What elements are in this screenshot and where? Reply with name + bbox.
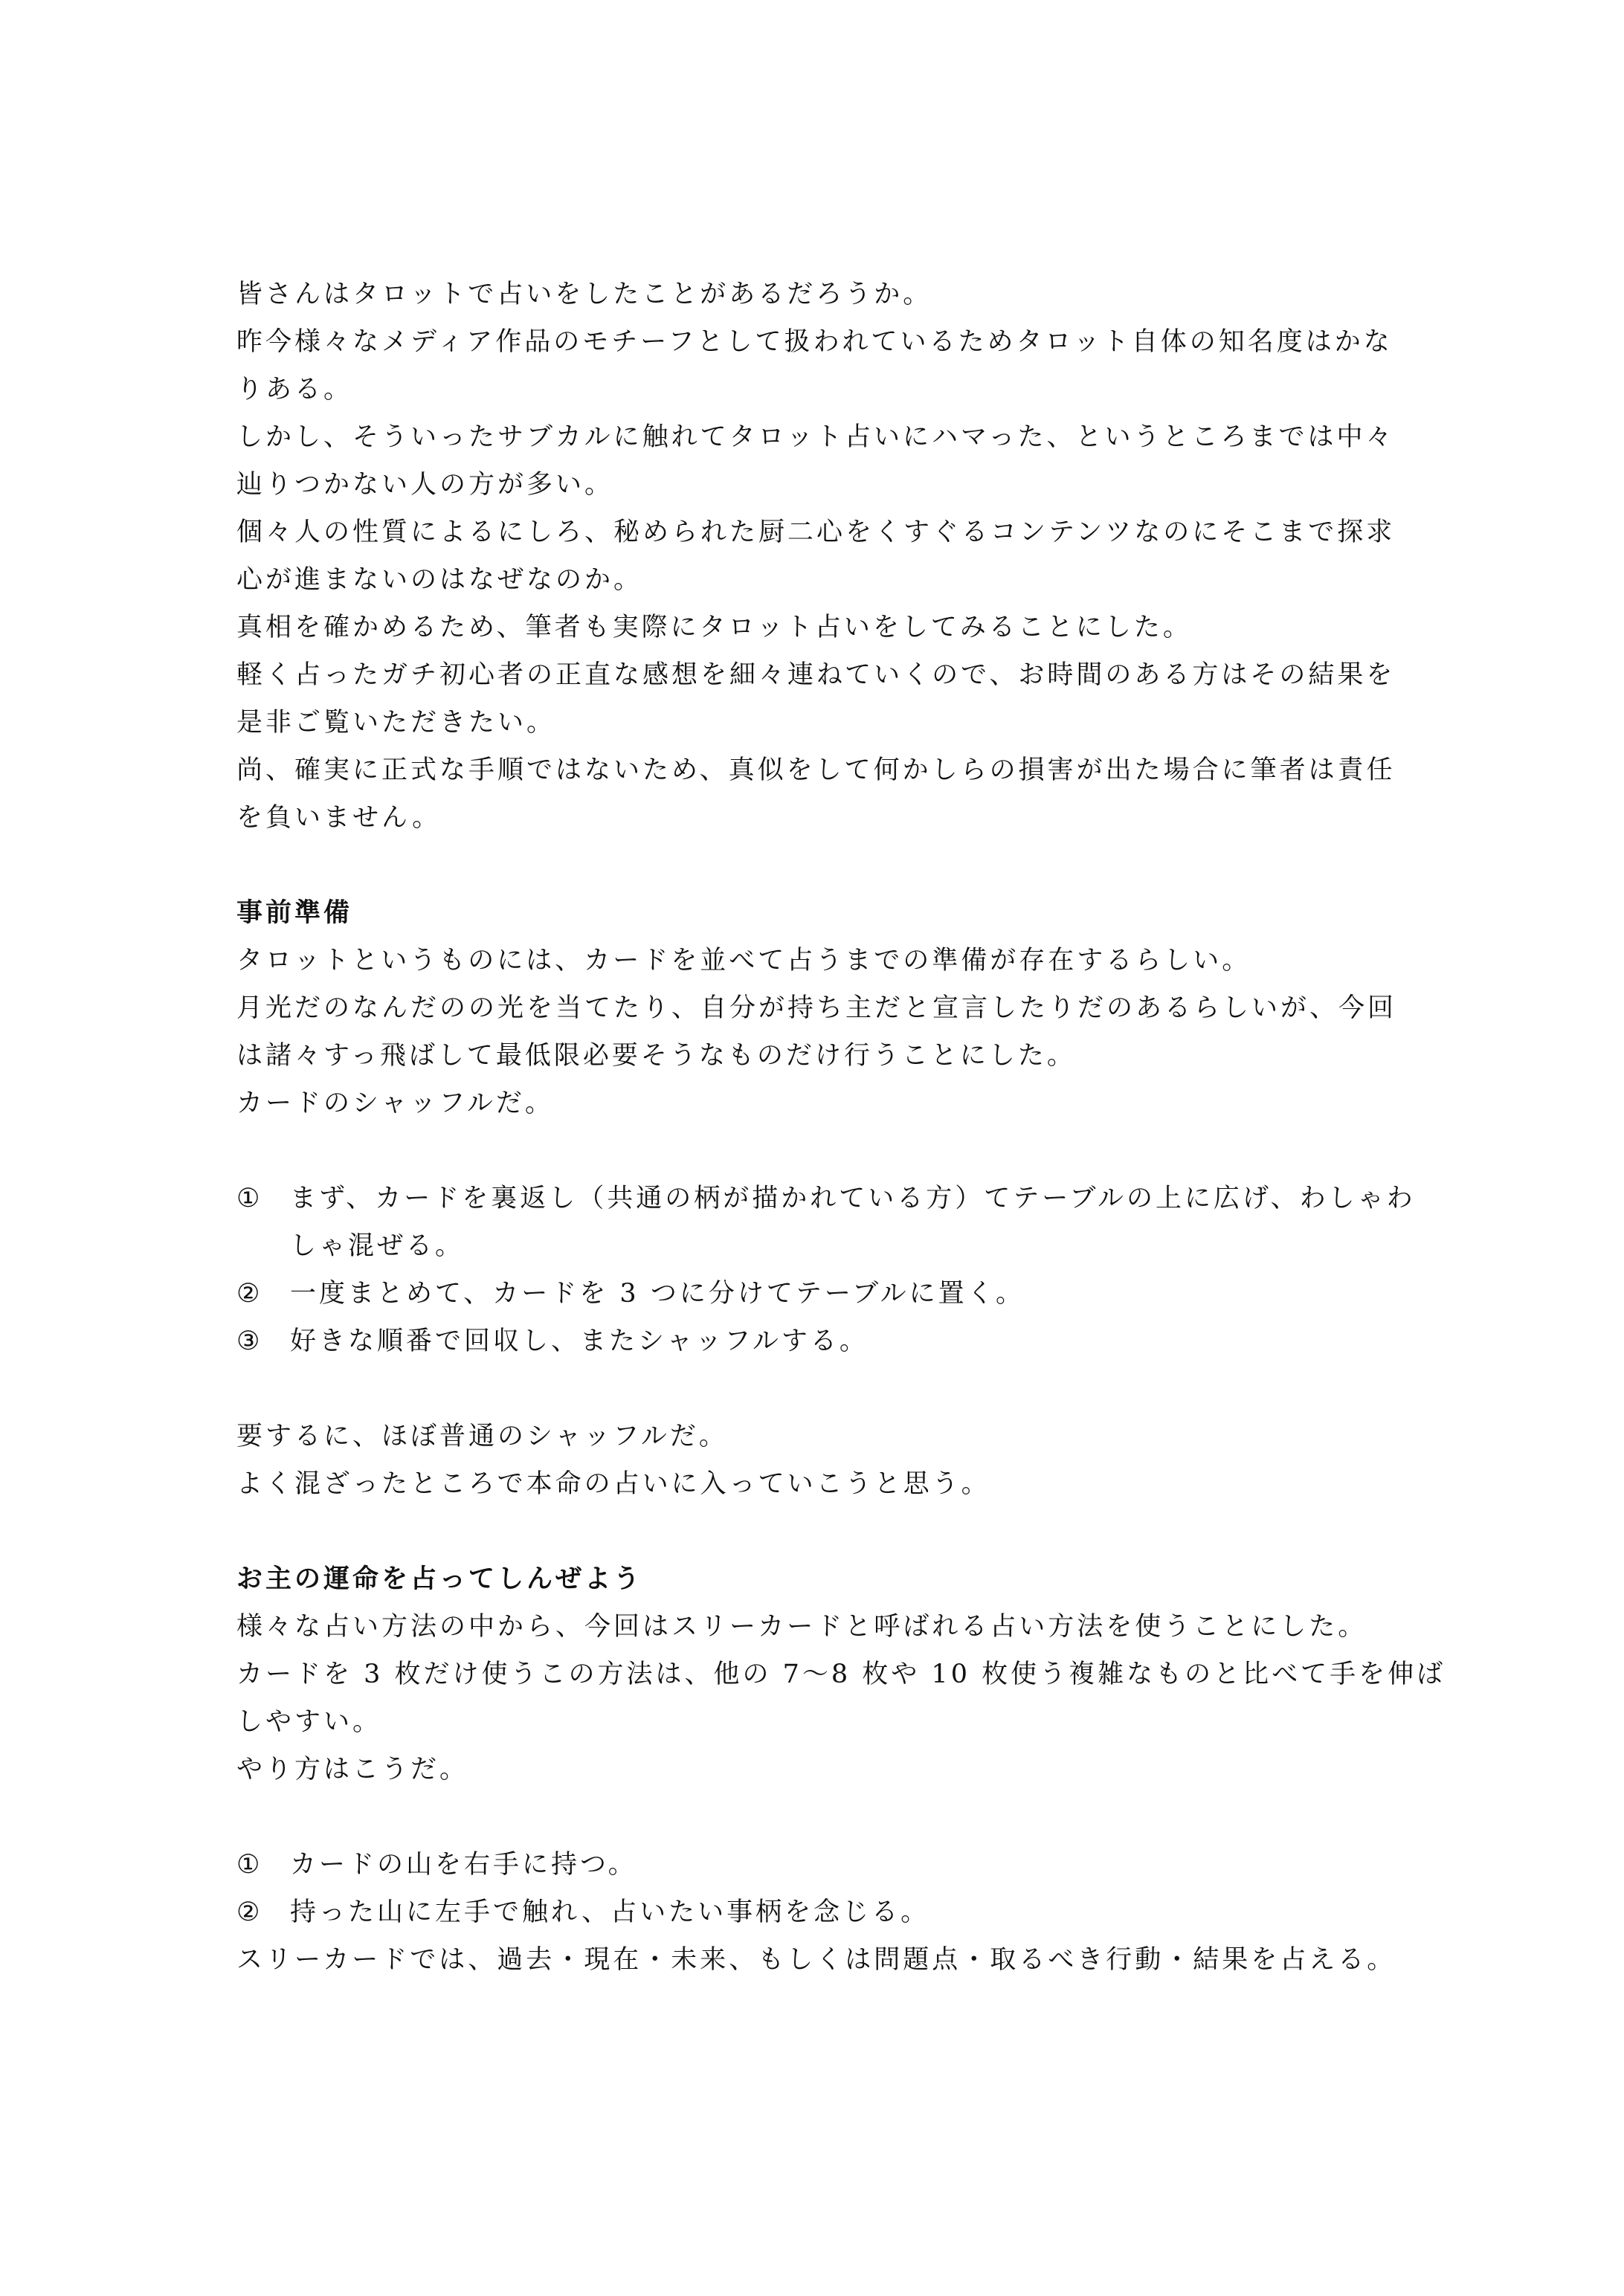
text-line: よく混ざったところで本命の占いに入っていこうと思う。 <box>236 1469 990 1499</box>
list-item <box>236 1270 1404 1318</box>
section-preparation <box>236 889 1416 1508</box>
text-line: しかし、そういったサブカルに触れてタロット占いにハマった、というところまでは中々 <box>236 422 1395 452</box>
section-heading: 事前準備 <box>236 898 353 928</box>
spacer <box>236 1365 1404 1413</box>
numbered-list <box>236 1175 1416 1365</box>
text-line: 是非ご覧いただきたい。 <box>236 708 556 738</box>
text-line: 皆さんはタロットで占いをしたことがあるだろうか。 <box>236 280 932 309</box>
text-line: は諸々すっ飛ばして最低限必要そうなものだけ行うことにした。 <box>236 1041 1076 1071</box>
text-line: りある。 <box>236 375 353 404</box>
section-fortune <box>236 1555 1446 1984</box>
text-line: 心が進まないのはなぜなのか。 <box>236 565 643 595</box>
text-line: 月光だのなんだのの光を当てたり、自分が持ち主だと宣言したりだのあるらしいが、今回 <box>236 993 1397 1023</box>
list-number: ③ <box>236 1326 263 1356</box>
list-text: 好きな順番で回収し、またシャッフルする。 <box>290 1326 869 1356</box>
text-line: カードを 3 枚だけ使うこの方法は、他の 7〜8 枚や 10 枚使う複雑なものと比べて手を伸ば <box>236 1660 1446 1689</box>
spacer <box>236 842 1404 889</box>
list-number: ② <box>236 1279 263 1309</box>
text-line: カードのシャッフルだ。 <box>236 1089 554 1118</box>
text-line: 尚、確実に正式な手順ではないため、真似をして何かしらの損害が出た場合に筆者は責任 <box>236 755 1396 785</box>
list-item <box>236 1175 1416 1222</box>
intro-paragraph <box>236 271 1404 842</box>
section-heading: お主の運命を占ってしんぜよう <box>236 1564 643 1594</box>
text-line: 軽く占ったガチ初心者の正直な感想を細々連ねていくので、お時間のある方はその結果を <box>236 660 1396 690</box>
list-number: ① <box>236 1184 263 1213</box>
text-line: スリーカードでは、過去・現在・未来、もしくは問題点・取るべき行動・結果を占える。 <box>236 1945 1396 1975</box>
text-line: 辿りつかない人の方が多い。 <box>236 470 614 500</box>
list-text: カードの山を右手に持つ。 <box>290 1850 637 1880</box>
list-item <box>236 1889 1404 1936</box>
text-line: タロットというものには、カードを並べて占うまでの準備が存在するらしい。 <box>236 946 1251 976</box>
text-line: しやすい。 <box>236 1707 382 1737</box>
list-number: ② <box>236 1897 263 1927</box>
spacer <box>236 1127 1404 1175</box>
text-line: 昨今様々なメディア作品のモチーフとして扱われているためタロット自体の知名度はかな <box>236 327 1393 357</box>
text-line: 様々な占い方法の中から、今回はスリーカードと呼ばれる占い方法を使うことにした。 <box>236 1612 1367 1642</box>
text-line: やり方はこうだ。 <box>236 1755 469 1784</box>
list-number: ① <box>236 1850 263 1880</box>
document-page <box>236 271 1446 1984</box>
spacer <box>236 1793 1404 1841</box>
list-text: 持った山に左手で触れ、占いたい事柄を念じる。 <box>290 1897 930 1927</box>
text-line: 要するに、ほぼ普通のシャッフルだ。 <box>236 1422 728 1451</box>
list-item-continuation: しゃ混ぜる。 <box>290 1231 465 1261</box>
list-text: 一度まとめて、カードを 3 つに分けてテーブルに置く。 <box>290 1279 1025 1309</box>
list-item <box>236 1318 1404 1365</box>
spacer <box>236 1508 1404 1555</box>
text-line: 真相を確かめるため、筆者も実際にタロット占いをしてみることにした。 <box>236 613 1192 642</box>
list-text: まず、カードを裏返し（共通の柄が描かれている方）てテーブルの上に広げ、わしゃわ <box>290 1184 1416 1213</box>
text-line: 個々人の性質によるにしろ、秘められた厨二心をくすぐるコンテンツなのにそこまで探求 <box>236 517 1396 547</box>
numbered-list <box>236 1841 1404 1936</box>
text-line: を負いません。 <box>236 803 442 833</box>
list-item <box>236 1841 1404 1889</box>
